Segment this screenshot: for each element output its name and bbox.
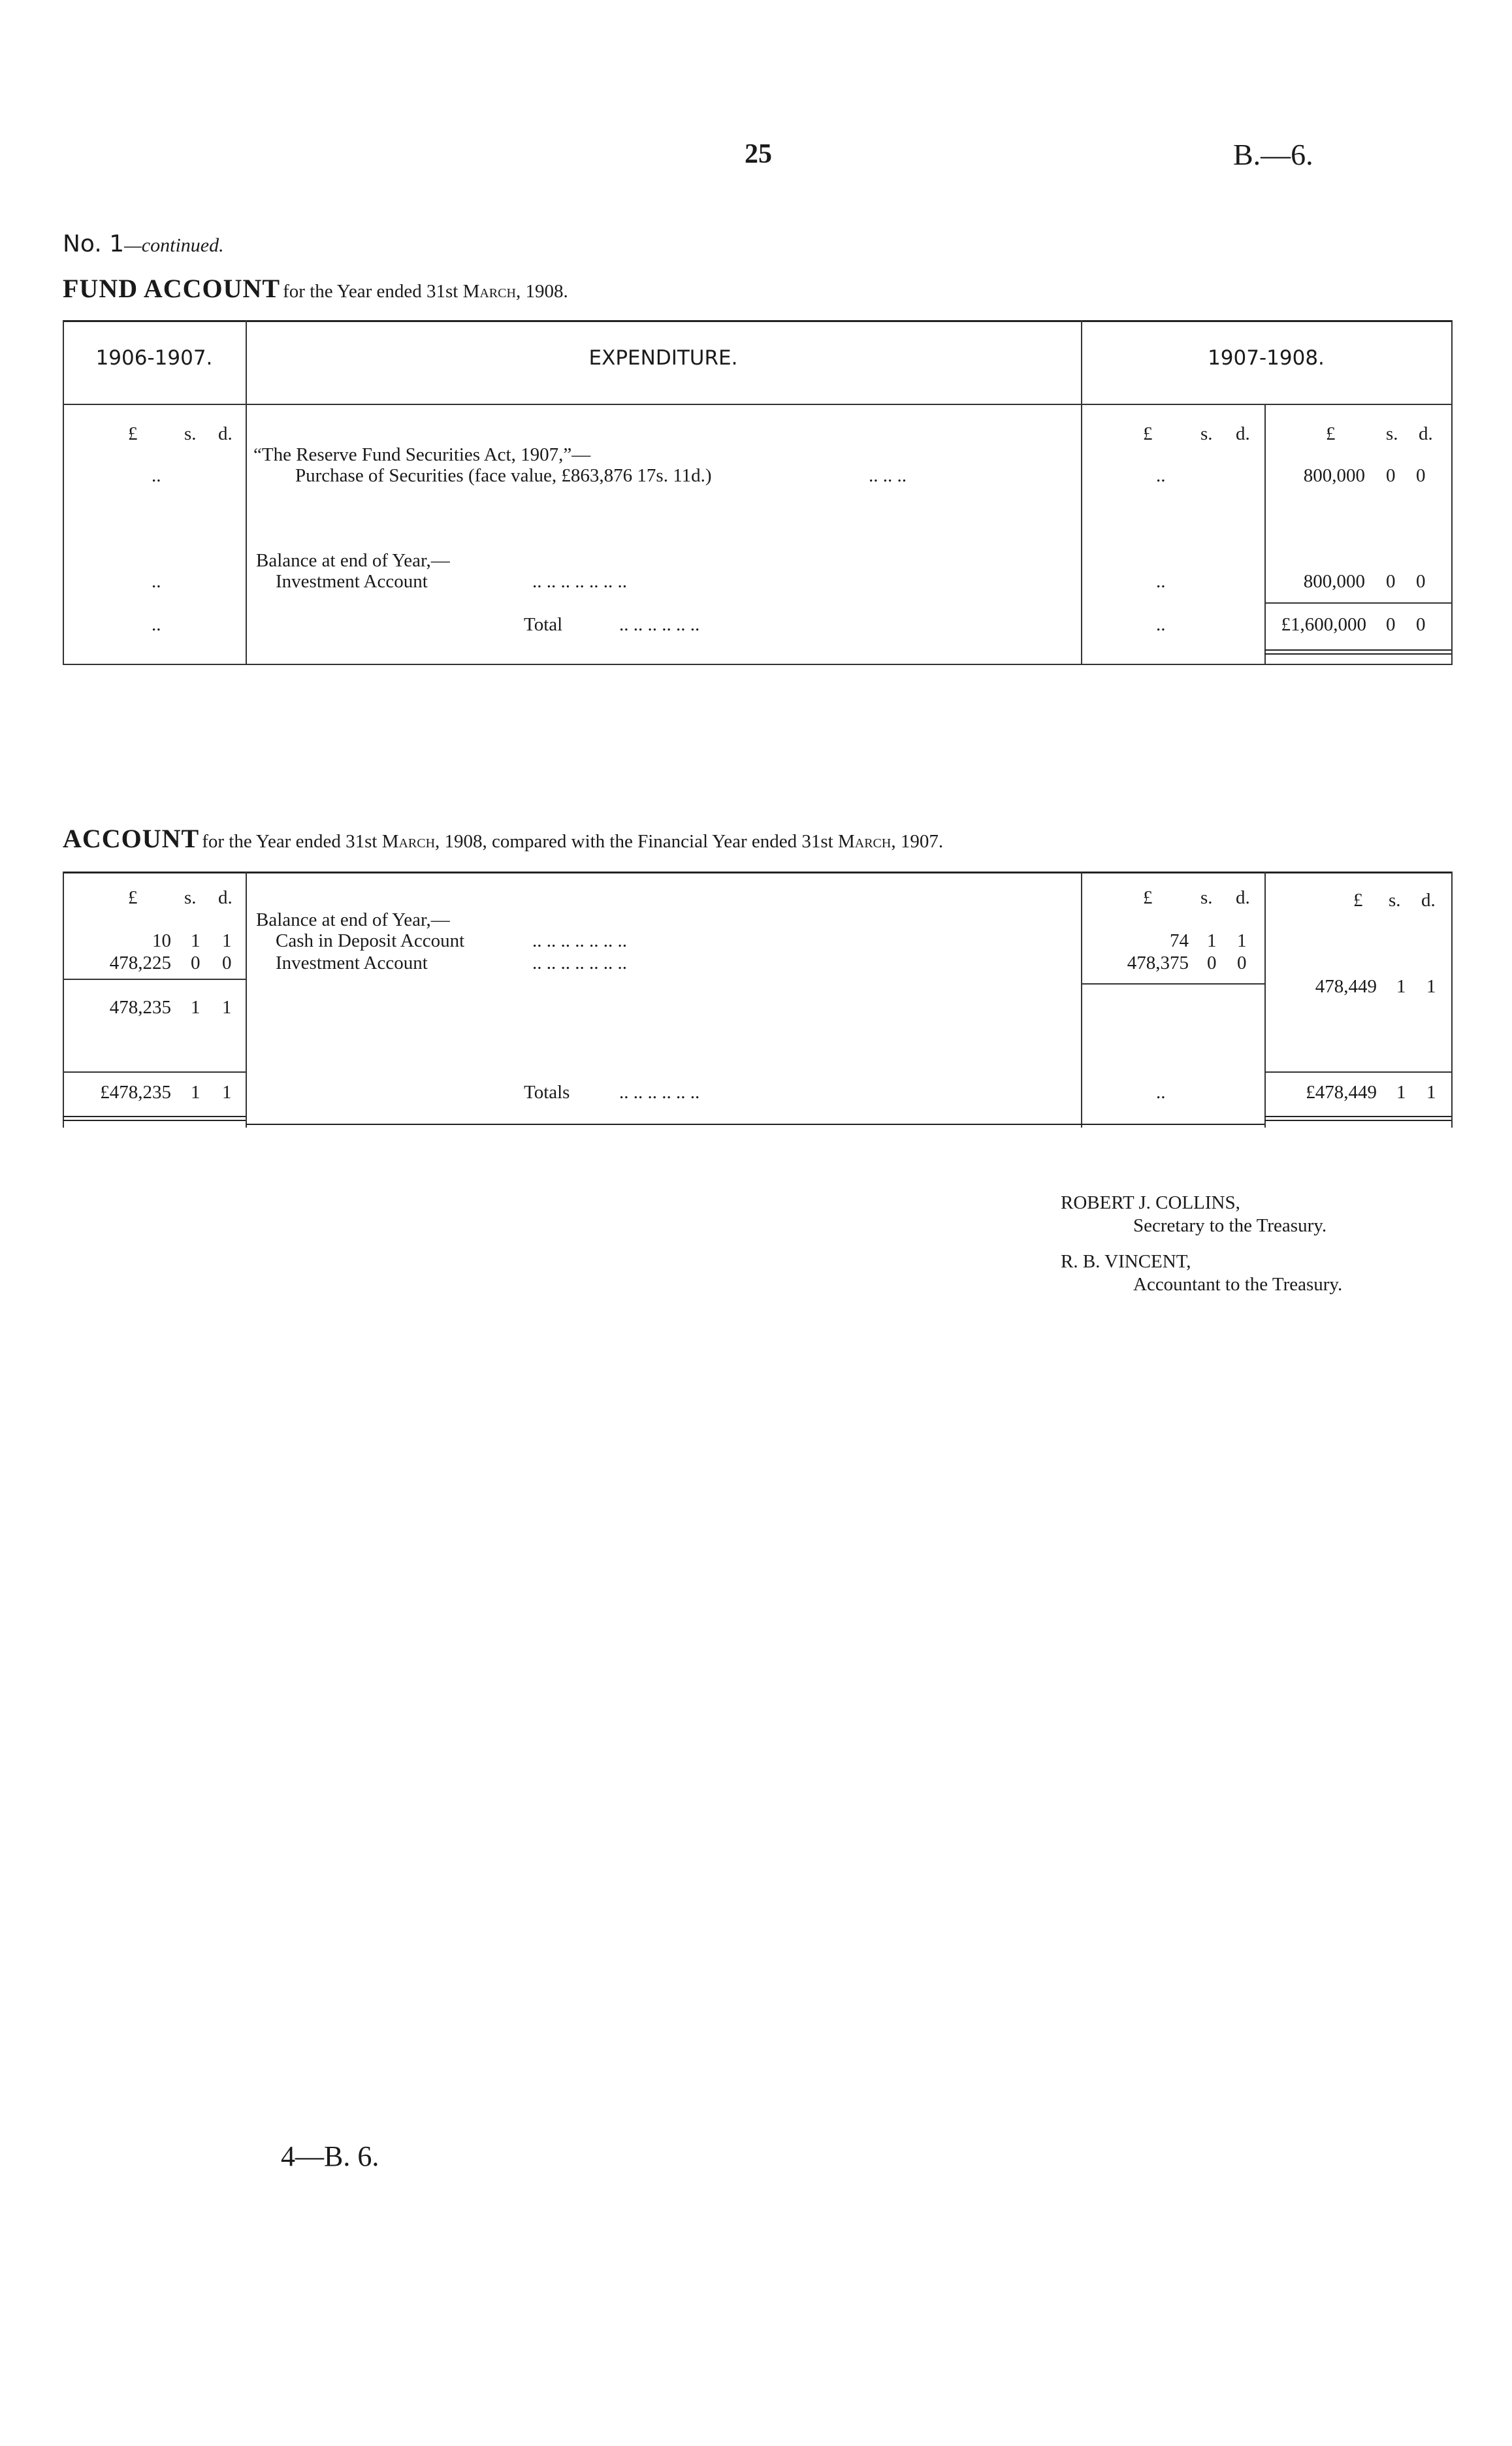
acc-cur-d-left: d. bbox=[218, 887, 233, 908]
acc-cur-s-right: s. bbox=[1389, 890, 1401, 911]
acc-row1-left-s: 1 bbox=[191, 930, 201, 951]
fund-title-main: FUND ACCOUNT bbox=[63, 274, 281, 303]
acc-total-right-d: 1 bbox=[1426, 1082, 1436, 1103]
col-head-1907: 1907-1908. bbox=[1208, 346, 1325, 370]
fund-total-shillings: 0 bbox=[1386, 614, 1396, 635]
acc-row1-mid-d: 1 bbox=[1237, 930, 1247, 951]
cur-s-right: s. bbox=[1386, 423, 1398, 444]
cur-s-mid: s. bbox=[1200, 423, 1213, 444]
fund-total-mid: .. bbox=[1156, 614, 1166, 635]
schedule-no: No. 1 bbox=[63, 231, 125, 257]
fund-row2-line2: Investment Account bbox=[276, 571, 428, 592]
acc-cur-s-left: s. bbox=[184, 887, 197, 908]
acc-subtotal-right-s: 1 bbox=[1396, 976, 1406, 997]
acc-cur-pound-mid: £ bbox=[1143, 887, 1153, 908]
fund-title-rest-a: for the Year ended 31st bbox=[283, 281, 463, 302]
acc-row2-left-pounds: 478,225 bbox=[109, 953, 171, 973]
acc-total-dots: .. .. .. .. .. .. bbox=[619, 1082, 700, 1103]
fund-row2-pence: 0 bbox=[1416, 571, 1426, 592]
cur-d-right: d. bbox=[1419, 423, 1433, 444]
fund-title-month: March bbox=[462, 281, 516, 302]
acc-total-left-pounds: £478,235 bbox=[100, 1082, 171, 1103]
cur-d-mid: d. bbox=[1236, 423, 1250, 444]
fund-row2-pounds: 800,000 bbox=[1303, 571, 1365, 592]
fund-row1-line1: “The Reserve Fund Securities Act, 1907,”— bbox=[253, 444, 591, 465]
acc-cur-d-mid: d. bbox=[1236, 887, 1250, 908]
cur-d-left: d. bbox=[218, 423, 233, 444]
account-title-month2: March bbox=[837, 831, 892, 852]
fund-row1-line2: Purchase of Securities (face value, £863,876 17s. 11d.) bbox=[295, 465, 712, 486]
fund-row2-dots: .. .. .. .. .. .. .. bbox=[532, 571, 627, 592]
acc-total-right-pounds: £478,449 bbox=[1306, 1082, 1377, 1103]
acc-row1-label: Cash in Deposit Account bbox=[276, 930, 465, 951]
account-title-month1: March bbox=[381, 831, 436, 852]
acc-row2-mid-pounds: 478,375 bbox=[1127, 953, 1189, 973]
acc-subtotal-right-pounds: 478,449 bbox=[1315, 976, 1377, 997]
fund-total-label: Total bbox=[524, 614, 563, 635]
acc-row2-dots: .. .. .. .. .. .. .. bbox=[532, 953, 627, 973]
acc-total-left-s: 1 bbox=[191, 1082, 201, 1103]
acc-cur-pound-left: £ bbox=[128, 887, 138, 908]
series-code: B.—6. bbox=[1233, 138, 1313, 171]
acc-total-right-s: 1 bbox=[1396, 1082, 1406, 1103]
acc-row1-mid-s: 1 bbox=[1207, 930, 1217, 951]
cur-pound-mid: £ bbox=[1143, 423, 1153, 444]
acc-subtotal-left-d: 1 bbox=[222, 997, 232, 1018]
account-title-c: , 1907. bbox=[891, 831, 944, 852]
acc-row2-left-d: 0 bbox=[222, 953, 232, 973]
account-title-main: ACCOUNT bbox=[63, 824, 200, 853]
signature-2-name: R. B. VINCENT, bbox=[1061, 1251, 1191, 1272]
acc-total-left-d: 1 bbox=[222, 1082, 232, 1103]
cur-pound-left: £ bbox=[128, 423, 138, 444]
fund-row1-shillings: 0 bbox=[1386, 465, 1396, 486]
acc-cur-pound-right: £ bbox=[1353, 890, 1363, 911]
acc-total-label: Totals bbox=[524, 1082, 570, 1103]
fund-row2-left: .. bbox=[152, 571, 161, 592]
fund-title bbox=[63, 273, 568, 304]
col-head-1906: 1906-1907. bbox=[95, 346, 213, 370]
account-title-a: for the Year ended 31st bbox=[202, 831, 382, 852]
fund-row1-dots: .. .. .. bbox=[869, 465, 907, 486]
acc-row2-label: Investment Account bbox=[276, 953, 428, 973]
acc-subtotal-right-d: 1 bbox=[1426, 976, 1436, 997]
acc-row1-left-pounds: 10 bbox=[152, 930, 171, 951]
fund-row1-left: .. bbox=[152, 465, 161, 486]
acc-cur-s-mid: s. bbox=[1200, 887, 1213, 908]
acc-total-mid: .. bbox=[1156, 1082, 1166, 1103]
acc-row1-mid-pounds: 74 bbox=[1170, 930, 1189, 951]
fund-row1-pounds: 800,000 bbox=[1303, 465, 1365, 486]
fund-row1-mid: .. bbox=[1156, 465, 1166, 486]
fund-row2-shillings: 0 bbox=[1386, 571, 1396, 592]
fund-row1-pence: 0 bbox=[1416, 465, 1426, 486]
schedule-number bbox=[63, 230, 224, 257]
signature-1-title: Secretary to the Treasury. bbox=[1133, 1215, 1327, 1236]
cur-s-left: s. bbox=[184, 423, 197, 444]
acc-row1-dots: .. .. .. .. .. .. .. bbox=[532, 930, 627, 951]
acc-heading: Balance at end of Year,— bbox=[256, 909, 450, 930]
signature-mark: 4—B. 6. bbox=[281, 2140, 379, 2172]
fund-total-pence: 0 bbox=[1416, 614, 1426, 635]
cur-pound-right: £ bbox=[1326, 423, 1336, 444]
acc-subtotal-left-s: 1 bbox=[191, 997, 201, 1018]
acc-row1-left-d: 1 bbox=[222, 930, 232, 951]
fund-row2-mid: .. bbox=[1156, 571, 1166, 592]
account-title-b: , 1908, compared with the Financial Year ended 31st bbox=[435, 831, 838, 852]
page-number: 25 bbox=[745, 139, 772, 169]
continued-label: —continued. bbox=[124, 235, 224, 256]
signature-2-title: Accountant to the Treasury. bbox=[1133, 1274, 1343, 1295]
fund-total-pounds: £1,600,000 bbox=[1281, 614, 1366, 635]
col-head-expenditure: EXPENDITURE. bbox=[588, 346, 738, 370]
account-title bbox=[63, 823, 943, 854]
acc-subtotal-left-pounds: 478,235 bbox=[109, 997, 171, 1018]
acc-row2-mid-d: 0 bbox=[1237, 953, 1247, 973]
fund-total-left: .. bbox=[152, 614, 161, 635]
fund-total-dots: .. .. .. .. .. .. bbox=[619, 614, 700, 635]
acc-cur-d-right: d. bbox=[1421, 890, 1436, 911]
acc-row2-left-s: 0 bbox=[191, 953, 201, 973]
acc-row2-mid-s: 0 bbox=[1207, 953, 1217, 973]
fund-row2-line1: Balance at end of Year,— bbox=[256, 550, 450, 571]
signature-1-name: ROBERT J. COLLINS, bbox=[1061, 1192, 1240, 1213]
fund-title-rest-b: , 1908. bbox=[515, 281, 568, 302]
